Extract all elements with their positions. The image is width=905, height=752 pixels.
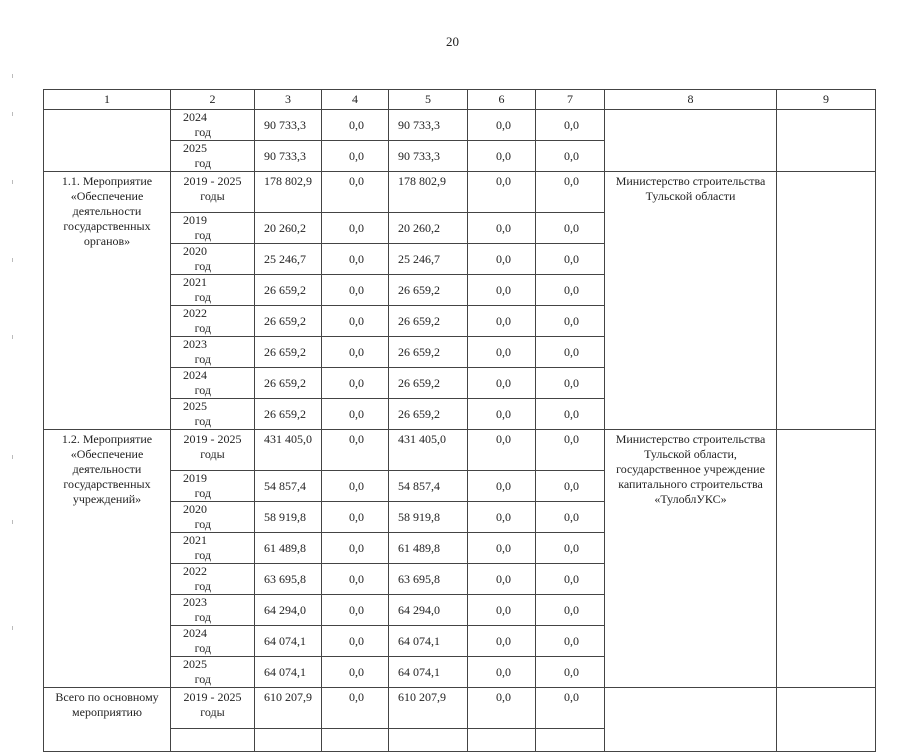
- page-number: 20: [446, 34, 459, 49]
- amount-cell: 0,0: [536, 337, 605, 368]
- column-header: 4: [322, 90, 389, 110]
- column-header: 9: [777, 90, 876, 110]
- amount-total-cell: 64 074,1: [255, 657, 322, 688]
- margin-mark: [12, 335, 13, 339]
- year-cell: 2025год: [171, 141, 255, 172]
- amount-cell: 0,0: [536, 172, 605, 213]
- amount-cell: 25 246,7: [389, 244, 468, 275]
- margin-mark: [12, 520, 13, 524]
- amount-total-cell: 64 074,1: [255, 626, 322, 657]
- amount-cell: 0,0: [322, 368, 389, 399]
- amount-cell: 0,0: [322, 172, 389, 213]
- amount-cell: 20 260,2: [389, 213, 468, 244]
- amount-cell: 0,0: [468, 471, 536, 502]
- column-header: 1: [44, 90, 171, 110]
- year-cell: 2025год: [171, 399, 255, 430]
- amount-cell: 0,0: [536, 533, 605, 564]
- margin-mark: [12, 74, 13, 78]
- amount-cell: 0,0: [468, 430, 536, 471]
- year-cell: 2019год: [171, 213, 255, 244]
- amount-total-cell: 25 246,7: [255, 244, 322, 275]
- grand-total-name-cell: Всего по основному мероприятию: [44, 688, 171, 752]
- column-header: 7: [536, 90, 605, 110]
- activity-name-cell: 1.2. Мероприятие «Обеспечение деятельности государственных учреждений»: [44, 430, 171, 688]
- year-cell: 2021год: [171, 275, 255, 306]
- executor-cell: Министерство строительства Тульской области: [605, 172, 777, 430]
- amount-cell: 26 659,2: [389, 337, 468, 368]
- amount-cell: 54 857,4: [389, 471, 468, 502]
- margin-mark: [12, 258, 13, 262]
- amount-cell: 0,0: [536, 306, 605, 337]
- amount-cell: 0,0: [536, 368, 605, 399]
- amount-cell: 0,0: [536, 657, 605, 688]
- amount-cell: 0,0: [468, 244, 536, 275]
- activity-name-cell: [44, 110, 171, 172]
- amount-cell: 0,0: [468, 110, 536, 141]
- amount-total-cell: 63 695,8: [255, 564, 322, 595]
- amount-cell: 0,0: [322, 533, 389, 564]
- empty-cell: [322, 729, 389, 752]
- table-row: [44, 430, 876, 471]
- amount-total-cell: 178 802,9: [255, 172, 322, 213]
- table-row: [44, 110, 876, 141]
- grand-total-row: [44, 688, 876, 729]
- amount-cell: 0,0: [468, 172, 536, 213]
- amount-cell: 0,0: [322, 502, 389, 533]
- amount-total-cell: 90 733,3: [255, 110, 322, 141]
- amount-cell: 0,0: [536, 213, 605, 244]
- period-cell: 2019 - 2025 годы: [171, 172, 255, 213]
- amount-cell: 26 659,2: [389, 399, 468, 430]
- amount-cell: 0,0: [322, 141, 389, 172]
- year-cell: 2024год: [171, 626, 255, 657]
- amount-total-cell: 20 260,2: [255, 213, 322, 244]
- amount-cell: 0,0: [322, 244, 389, 275]
- amount-cell: 61 489,8: [389, 533, 468, 564]
- amount-total-cell: 61 489,8: [255, 533, 322, 564]
- amount-cell: 178 802,9: [389, 172, 468, 213]
- year-cell: 2021год: [171, 533, 255, 564]
- amount-cell: 431 405,0: [389, 430, 468, 471]
- amount-cell: 0,0: [468, 337, 536, 368]
- column-header: 5: [389, 90, 468, 110]
- amount-cell: 0,0: [322, 564, 389, 595]
- empty-cell: [389, 729, 468, 752]
- executor-cell: [605, 110, 777, 172]
- amount-total-cell: 431 405,0: [255, 430, 322, 471]
- amount-total-cell: 26 659,2: [255, 368, 322, 399]
- amount-total-cell: 54 857,4: [255, 471, 322, 502]
- amount-cell: 0,0: [468, 626, 536, 657]
- empty-cell: [468, 729, 536, 752]
- amount-cell: 64 074,1: [389, 626, 468, 657]
- empty-cell: [536, 729, 605, 752]
- amount-cell: 0,0: [322, 337, 389, 368]
- amount-cell: 0,0: [468, 595, 536, 626]
- amount-cell: 58 919,8: [389, 502, 468, 533]
- amount-cell: 0,0: [468, 306, 536, 337]
- year-cell: 2019год: [171, 471, 255, 502]
- year-cell: 2023год: [171, 595, 255, 626]
- result-cell: [777, 688, 876, 752]
- amount-cell: 0,0: [322, 399, 389, 430]
- amount-cell: 0,0: [468, 399, 536, 430]
- amount-cell: 0,0: [468, 533, 536, 564]
- amount-cell: 0,0: [536, 626, 605, 657]
- amount-total-cell: 26 659,2: [255, 275, 322, 306]
- margin-mark: [12, 112, 13, 116]
- year-cell: 2025год: [171, 657, 255, 688]
- amount-cell: 0,0: [536, 688, 605, 729]
- amount-cell: 0,0: [322, 110, 389, 141]
- executor-cell: Министерство строительства Тульской области, государственное учреждение капитального строительства «ТулоблУКС»: [605, 430, 777, 688]
- year-cell: 2023год: [171, 337, 255, 368]
- amount-cell: 0,0: [536, 110, 605, 141]
- amount-cell: 90 733,3: [389, 141, 468, 172]
- year-cell: 2024год: [171, 110, 255, 141]
- amount-total-cell: 58 919,8: [255, 502, 322, 533]
- column-header: 2: [171, 90, 255, 110]
- budget-table: [43, 89, 876, 752]
- activity-name-cell: 1.1. Мероприятие «Обеспечение деятельности государственных органов»: [44, 172, 171, 430]
- amount-cell: 64 294,0: [389, 595, 468, 626]
- amount-total-cell: 90 733,3: [255, 141, 322, 172]
- amount-cell: 0,0: [468, 657, 536, 688]
- amount-cell: 0,0: [536, 502, 605, 533]
- period-cell: 2019 - 2025 годы: [171, 688, 255, 729]
- column-header: 8: [605, 90, 777, 110]
- year-cell: 2020год: [171, 244, 255, 275]
- amount-total-cell: 26 659,2: [255, 337, 322, 368]
- result-cell: [777, 430, 876, 688]
- amount-cell: 0,0: [468, 213, 536, 244]
- amount-cell: 0,0: [536, 471, 605, 502]
- table-row: [44, 172, 876, 213]
- column-header: 6: [468, 90, 536, 110]
- amount-cell: 0,0: [322, 688, 389, 729]
- amount-cell: 0,0: [536, 564, 605, 595]
- amount-cell: 0,0: [536, 244, 605, 275]
- amount-cell: 0,0: [536, 141, 605, 172]
- amount-cell: 0,0: [468, 368, 536, 399]
- amount-cell: 0,0: [322, 657, 389, 688]
- amount-total-cell: 64 294,0: [255, 595, 322, 626]
- amount-cell: 26 659,2: [389, 306, 468, 337]
- amount-cell: 0,0: [536, 595, 605, 626]
- amount-cell: 0,0: [322, 626, 389, 657]
- amount-cell: 90 733,3: [389, 110, 468, 141]
- amount-cell: 610 207,9: [389, 688, 468, 729]
- amount-cell: 26 659,2: [389, 275, 468, 306]
- year-cell: 2022год: [171, 564, 255, 595]
- empty-cell: [255, 729, 322, 752]
- amount-cell: 0,0: [322, 275, 389, 306]
- amount-cell: 0,0: [468, 502, 536, 533]
- amount-cell: 0,0: [322, 471, 389, 502]
- column-header: 3: [255, 90, 322, 110]
- amount-cell: 0,0: [468, 564, 536, 595]
- amount-total-cell: 610 207,9: [255, 688, 322, 729]
- amount-cell: 0,0: [536, 430, 605, 471]
- amount-cell: 0,0: [468, 275, 536, 306]
- amount-cell: 0,0: [322, 595, 389, 626]
- margin-mark: [12, 180, 13, 184]
- amount-cell: 0,0: [468, 141, 536, 172]
- amount-total-cell: 26 659,2: [255, 306, 322, 337]
- amount-cell: 0,0: [536, 275, 605, 306]
- empty-cell: [171, 729, 255, 752]
- amount-cell: 64 074,1: [389, 657, 468, 688]
- year-cell: 2022год: [171, 306, 255, 337]
- amount-cell: 0,0: [536, 399, 605, 430]
- amount-cell: 26 659,2: [389, 368, 468, 399]
- result-cell: [777, 110, 876, 172]
- year-cell: 2024год: [171, 368, 255, 399]
- executor-cell: [605, 688, 777, 752]
- amount-cell: 63 695,8: [389, 564, 468, 595]
- table-header-row: [44, 90, 876, 110]
- amount-cell: 0,0: [468, 688, 536, 729]
- period-cell: 2019 - 2025 годы: [171, 430, 255, 471]
- margin-mark: [12, 455, 13, 459]
- year-cell: 2020год: [171, 502, 255, 533]
- amount-cell: 0,0: [322, 213, 389, 244]
- margin-mark: [12, 626, 13, 630]
- amount-cell: 0,0: [322, 430, 389, 471]
- amount-total-cell: 26 659,2: [255, 399, 322, 430]
- amount-cell: 0,0: [322, 306, 389, 337]
- result-cell: [777, 172, 876, 430]
